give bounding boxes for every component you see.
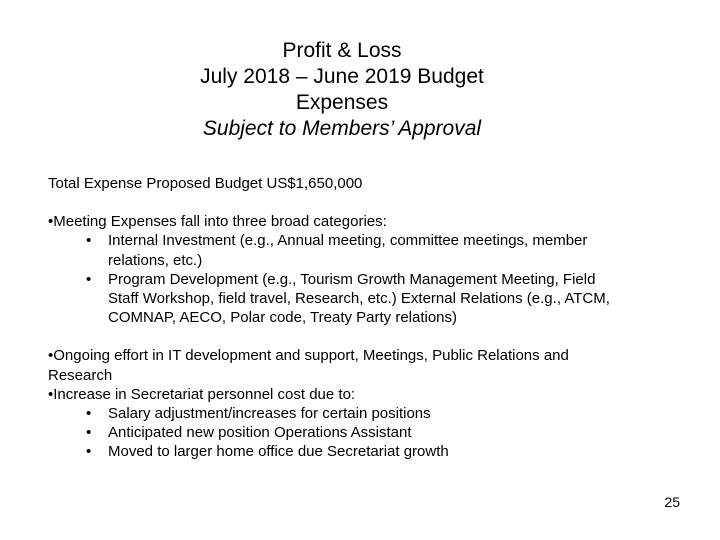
slide-title <box>140 38 544 142</box>
title-line-1: Profit & Loss <box>282 39 402 62</box>
increase-intro: •Increase in Secretariat personnel cost due to: <box>48 385 356 403</box>
slide-body <box>48 174 688 462</box>
meeting-item-2-line-2: Staff Workshop, field travel, Research, etc.) External Relations (e.g., ATCM, <box>108 290 610 308</box>
increase-item-3 <box>48 442 688 461</box>
ongoing-line-1: •Ongoing effort in IT development and support, Meetings, Public Relations and <box>48 347 569 365</box>
page-number: 25 <box>664 494 680 510</box>
bullet-icon: • <box>86 443 92 461</box>
meeting-item-2-line-3: COMNAP, AECO, Polar code, Treaty Party relations) <box>108 309 458 327</box>
increase-item-2 <box>48 423 688 442</box>
bullet-icon: • <box>86 232 92 250</box>
ongoing-line-2: Research <box>48 366 113 384</box>
meeting-item-1-line-1: Internal Investment (e.g., Annual meeting, committee meetings, member <box>108 232 588 250</box>
increase-item-3-text: Moved to larger home office due Secretariat growth <box>108 443 449 461</box>
total-budget: Total Expense Proposed Budget US$1,650,000 <box>48 175 363 192</box>
bullet-icon: • <box>86 424 92 442</box>
bullet-icon: • <box>86 405 92 423</box>
meeting-item-1 <box>48 231 688 269</box>
meeting-intro: •Meeting Expenses fall into three broad categories: <box>48 213 387 231</box>
title-line-3: Expenses <box>295 91 389 114</box>
meeting-item-2 <box>48 270 688 328</box>
meeting-item-2-line-1: Program Development (e.g., Tourism Growth Management Meeting, Field <box>108 270 596 288</box>
increase-item-1 <box>48 404 688 423</box>
bullet-icon: • <box>86 270 92 288</box>
title-line-4: Subject to Members’ Approval <box>202 117 482 140</box>
meeting-item-1-line-2: relations, etc.) <box>108 251 203 269</box>
increase-item-1-text: Salary adjustment/increases for certain positions <box>108 405 431 423</box>
title-line-2: July 2018 – June 2019 Budget <box>200 65 484 88</box>
increase-item-2-text: Anticipated new position Operations Assistant <box>108 424 412 442</box>
